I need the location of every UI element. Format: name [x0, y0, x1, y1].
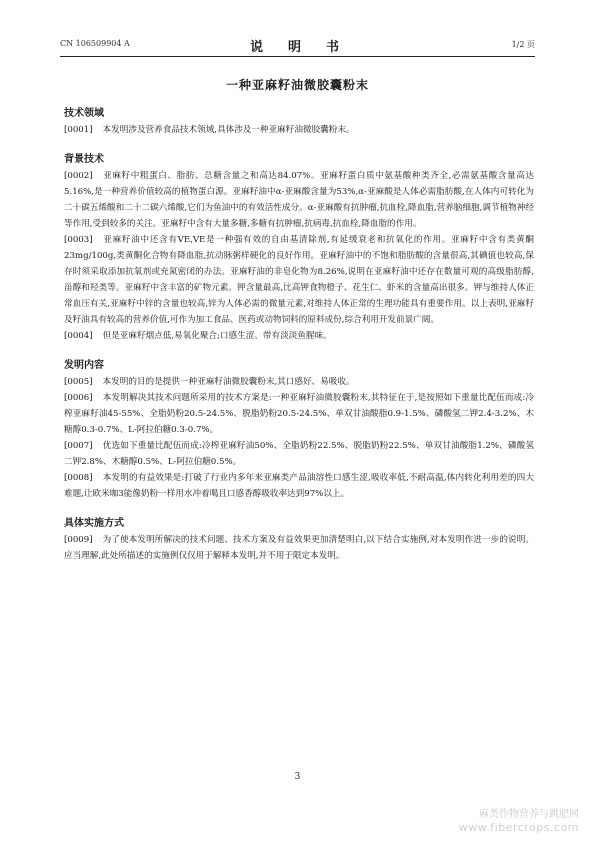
paragraph-number: [0005]	[64, 377, 93, 387]
paragraph-number: [0006]	[64, 393, 93, 403]
paragraph	[64, 328, 534, 344]
page-number: 3	[294, 772, 301, 782]
section-heading: 具体实施方式	[64, 518, 124, 529]
page-header	[60, 36, 535, 55]
paragraph	[64, 532, 534, 564]
section-background	[64, 150, 534, 344]
paragraph-number: [0001]	[64, 125, 93, 135]
section-heading: 背景技术	[64, 154, 104, 165]
site-watermark	[459, 808, 579, 834]
paragraph-text: 但是亚麻籽烟点低,易氧化聚合;口感生涩、带有淡淡鱼腥味。	[102, 331, 332, 341]
paragraph-number: [0009]	[64, 535, 93, 545]
header-title: 说 明 书	[249, 40, 345, 55]
paragraph-number: [0002]	[64, 171, 93, 181]
paragraph-text: 优选如下重量比配伍而成:冷榨亚麻籽油50%、全脂奶粉22.5%、脱脂奶粉22.5%、单双甘油酸脂1.2%、磷酸氢二钾2.8%、木糖醇0.5%、L-阿拉伯糖0.5%。	[64, 441, 534, 467]
paragraph-number: [0007]	[64, 441, 93, 451]
paragraph-text: 本发明的有益效果是:打破了行业内多年来亚麻类产品油溶性口感生涩,吸收率低,不耐高温,体内转化利用差的四大难题,让欧米咖3能像奶粉一样用水冲着喝且口感香醇吸收率达到97%以上。	[64, 473, 534, 499]
page-of-indicator: 1/2 页	[511, 40, 535, 49]
paragraph-number: [0008]	[64, 473, 93, 483]
document-number: CN 106509904 A	[60, 39, 130, 48]
section-embodiments	[64, 514, 534, 564]
paragraph	[64, 168, 534, 232]
section-technical-field	[64, 104, 534, 138]
paragraph	[64, 122, 534, 138]
section-heading: 技术领域	[64, 108, 104, 119]
section-invention-content	[64, 356, 534, 502]
paragraph-text: 亚麻籽油中还含有VE,VE是一种强有效的自由基清除剂,有延缓衰老和抗氧化的作用。亚麻籽中含有类黄酮23mg/100g,类黄酮化合物有降血脂,抗动脉粥样硬化的良好作用。亚麻籽油中的不饱和脂肪酸的含量很高,其碘值也较高,保存时须采取添加抗氧剂或充氮密闭的办法。亚麻籽油的非皂化物为8.26%,说明在亚麻籽油中还存在数量可观的高级脂肪醇,甾醇和羟类等。亚麻籽中含丰富的矿物元素。钾含量最高,比高钾食物橙子、花生仁、虾米的含量高出很多。钾与维持人体正常血压有关,亚麻籽中锌的含量也较高,锌为人体必需的微量元素,对维持人体正常的生理功能具有重要作用。以上表明,亚麻籽及籽油具有较高的营养价值,可作为加工食品、医药或动物饲料的原料成份,综合利用开发前景广阔。	[64, 235, 534, 325]
paragraph-text: 亚麻籽中粗蛋白、脂肪、总糖含量之和高达84.07%。亚麻籽蛋白质中氨基酸种类齐全,必需氨基酸含量高达5.16%,是一种营养价值较高的植物蛋白源。亚麻籽油中α-亚麻酸含量为53%,α-亚麻酸是人体必需脂肪酸,在人体内可转化为二十碳五烯酸和二十二碳六烯酸,它们为鱼油中的有效活性成分。α-亚麻酸有抗肿瘤,抗血栓,降血脂,营养脑细胞,调节植物神经等作用,受到较多的关注。亚麻籽中含有大量多糖,多糖有抗肿瘤,抗病毒,抗血栓,降血脂的作用。	[64, 171, 534, 229]
watermark-url: www.fibercrops.com	[458, 821, 579, 834]
paragraph	[64, 438, 534, 470]
document-title: 一种亚麻籽油微胶囊粉末	[225, 78, 369, 92]
paragraph-text: 本发明的目的是提供一种亚麻籽油微胶囊粉末,其口感好、易吸收。	[102, 377, 355, 387]
section-heading: 发明内容	[64, 360, 104, 371]
paragraph	[64, 470, 534, 502]
paragraph-text: 为了使本发明所解决的技术问题、技术方案及有益效果更加清楚明白,以下结合实施例,对本发明作进一步的说明。应当理解,此处所描述的实施例仅仅用于解释本发明,并不用于限定本发明。	[64, 535, 534, 561]
paragraph	[64, 374, 534, 390]
document-body	[64, 104, 534, 576]
paragraph-text: 本发明涉及营养食品技术领域,具体涉及一种亚麻籽油微胶囊粉末。	[102, 125, 355, 135]
paragraph	[64, 232, 534, 328]
header-rule	[60, 56, 535, 57]
paragraph	[64, 390, 534, 438]
paragraph-text: 本发明解决其技术问题所采用的技术方案是:一种亚麻籽油微胶囊粉末,其特征在于,是按照如下重量比配伍而成:冷榨亚麻籽油45-55%、全脂奶粉20.5-24.5%、脱脂奶粉20.5-24.5%、单双甘油酸脂0.9-1.5%、磷酸氢二钾2.4-3.2%、木糖醇0.3-0.7%、L-阿拉伯糖0.3-0.7%。	[64, 393, 534, 435]
watermark-site-name: 麻类作物营养与跳肥网	[479, 809, 579, 820]
paragraph-number: [0003]	[64, 235, 93, 245]
paragraph-number: [0004]	[64, 331, 93, 341]
